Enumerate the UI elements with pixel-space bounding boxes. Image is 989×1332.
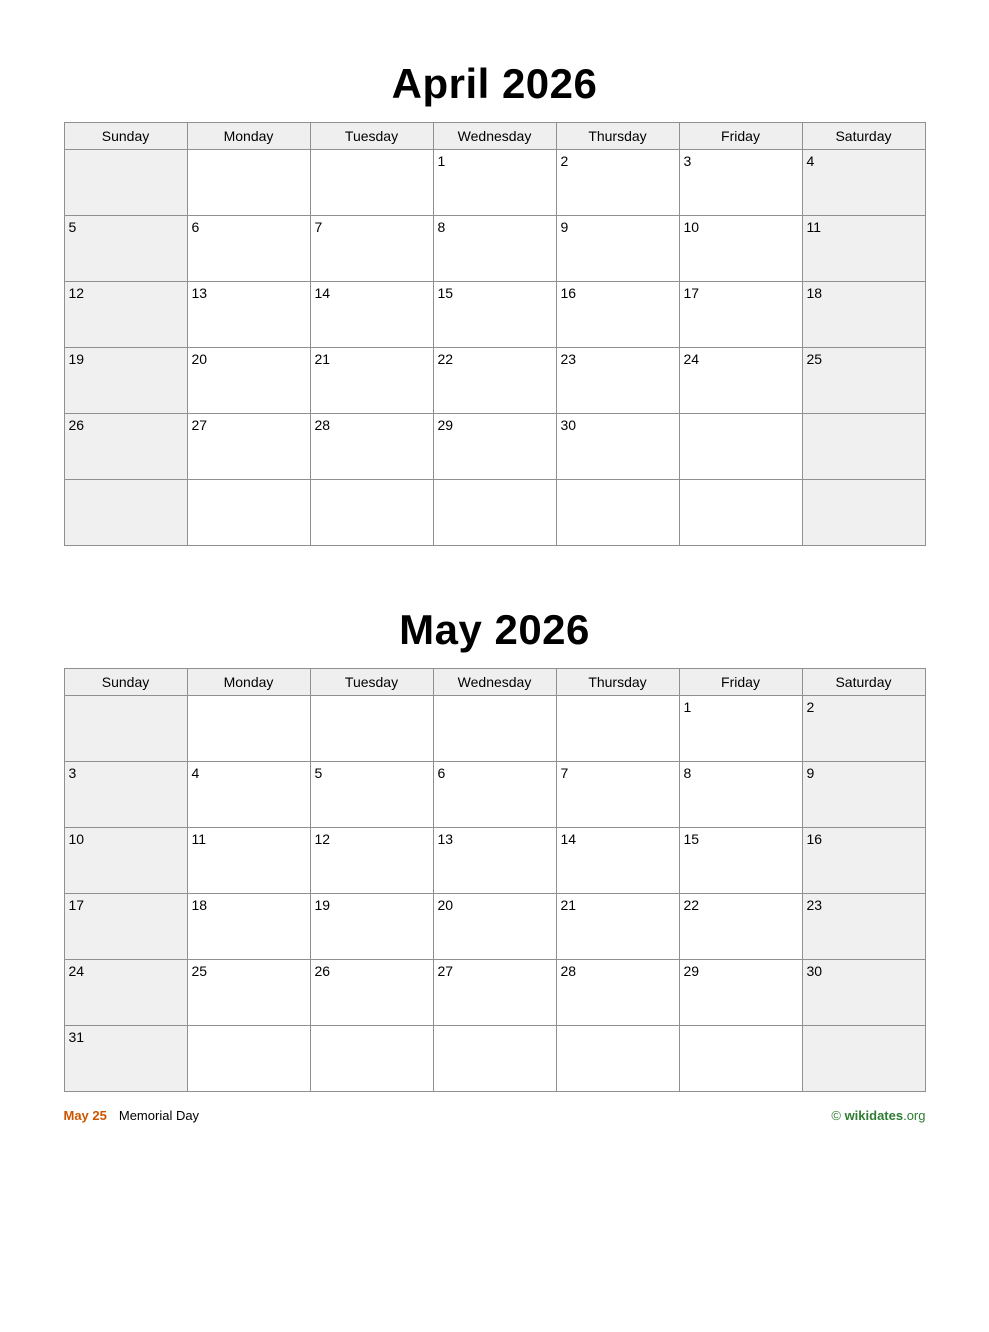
- day-cell[interactable]: 17: [679, 282, 802, 348]
- calendar-week-row: [64, 348, 925, 414]
- day-cell[interactable]: 22: [679, 894, 802, 960]
- calendar-page: [0, 52, 989, 1332]
- day-cell[interactable]: 4: [187, 762, 310, 828]
- calendar-week-row: [64, 414, 925, 480]
- day-cell[interactable]: 27: [433, 960, 556, 1026]
- day-cell[interactable]: [679, 480, 802, 546]
- holiday-legend: [64, 1108, 200, 1123]
- day-cell[interactable]: 14: [556, 828, 679, 894]
- day-cell[interactable]: 4: [802, 150, 925, 216]
- day-cell[interactable]: 6: [433, 762, 556, 828]
- day-cell[interactable]: 31: [64, 1026, 187, 1092]
- day-cell[interactable]: 25: [187, 960, 310, 1026]
- day-cell[interactable]: 23: [802, 894, 925, 960]
- day-cell[interactable]: 30: [802, 960, 925, 1026]
- day-cell[interactable]: [433, 480, 556, 546]
- month-title-may: May 2026: [399, 606, 590, 653]
- day-cell[interactable]: [802, 414, 925, 480]
- day-cell[interactable]: [433, 1026, 556, 1092]
- site-credit[interactable]: [831, 1108, 925, 1123]
- calendar-week-row: [64, 696, 925, 762]
- weekday-header-monday: Monday: [187, 123, 310, 150]
- day-cell[interactable]: [310, 150, 433, 216]
- day-cell[interactable]: 29: [679, 960, 802, 1026]
- day-cell[interactable]: 20: [433, 894, 556, 960]
- weekday-header-monday: Monday: [187, 669, 310, 696]
- day-cell[interactable]: 15: [679, 828, 802, 894]
- weekday-header-saturday: Saturday: [802, 123, 925, 150]
- day-cell[interactable]: [187, 150, 310, 216]
- day-cell[interactable]: 7: [556, 762, 679, 828]
- day-cell[interactable]: [310, 480, 433, 546]
- weekday-header-tuesday: Tuesday: [310, 669, 433, 696]
- day-cell[interactable]: 13: [187, 282, 310, 348]
- day-cell[interactable]: [556, 480, 679, 546]
- day-cell[interactable]: 19: [310, 894, 433, 960]
- day-cell[interactable]: 23: [556, 348, 679, 414]
- month-block-april: [64, 52, 926, 546]
- day-cell[interactable]: 28: [556, 960, 679, 1026]
- day-cell[interactable]: 16: [802, 828, 925, 894]
- day-cell[interactable]: [802, 1026, 925, 1092]
- day-cell[interactable]: 6: [187, 216, 310, 282]
- day-cell[interactable]: [556, 696, 679, 762]
- day-cell[interactable]: [679, 1026, 802, 1092]
- day-cell[interactable]: 17: [64, 894, 187, 960]
- day-cell[interactable]: 16: [556, 282, 679, 348]
- day-cell[interactable]: 3: [64, 762, 187, 828]
- day-cell[interactable]: [310, 1026, 433, 1092]
- day-cell[interactable]: [310, 696, 433, 762]
- weekday-header-row: [64, 123, 925, 150]
- day-cell[interactable]: 19: [64, 348, 187, 414]
- day-cell[interactable]: 13: [433, 828, 556, 894]
- credit-site-tld: .org: [903, 1108, 926, 1123]
- day-cell[interactable]: 24: [679, 348, 802, 414]
- day-cell[interactable]: [679, 414, 802, 480]
- calendar-week-row: [64, 216, 925, 282]
- weekday-header-wednesday: Wednesday: [433, 123, 556, 150]
- calendar-week-row: [64, 282, 925, 348]
- calendar-table-may: [64, 668, 926, 1092]
- month-title-april: April 2026: [391, 60, 598, 107]
- day-cell[interactable]: 8: [679, 762, 802, 828]
- weekday-header-sunday: Sunday: [64, 669, 187, 696]
- day-cell[interactable]: 11: [187, 828, 310, 894]
- day-cell[interactable]: 18: [187, 894, 310, 960]
- day-cell[interactable]: 25: [802, 348, 925, 414]
- footer: [64, 1108, 926, 1123]
- day-cell[interactable]: 24: [64, 960, 187, 1026]
- day-cell[interactable]: 28: [310, 414, 433, 480]
- day-cell[interactable]: 22: [433, 348, 556, 414]
- day-cell[interactable]: 12: [310, 828, 433, 894]
- day-cell[interactable]: [64, 150, 187, 216]
- day-cell[interactable]: 5: [64, 216, 187, 282]
- day-cell[interactable]: [556, 1026, 679, 1092]
- day-cell[interactable]: 29: [433, 414, 556, 480]
- credit-site-name: wikidates: [844, 1108, 904, 1123]
- day-cell[interactable]: 2: [802, 696, 925, 762]
- weekday-header-tuesday: Tuesday: [310, 123, 433, 150]
- calendar-week-row: [64, 150, 925, 216]
- day-cell[interactable]: [64, 696, 187, 762]
- day-cell[interactable]: [433, 696, 556, 762]
- day-cell[interactable]: [802, 480, 925, 546]
- day-cell[interactable]: 10: [64, 828, 187, 894]
- day-cell[interactable]: [187, 696, 310, 762]
- calendar-week-row: [64, 828, 925, 894]
- month-block-may: [64, 598, 926, 1092]
- day-cell[interactable]: 5: [310, 762, 433, 828]
- weekday-header-thursday: Thursday: [556, 669, 679, 696]
- calendar-week-row: [64, 894, 925, 960]
- day-cell[interactable]: 26: [64, 414, 187, 480]
- day-cell[interactable]: 2: [556, 150, 679, 216]
- day-cell[interactable]: [187, 1026, 310, 1092]
- calendar-week-row: [64, 1026, 925, 1092]
- day-cell[interactable]: 30: [556, 414, 679, 480]
- weekday-header-sunday: Sunday: [64, 123, 187, 150]
- day-cell[interactable]: 1: [433, 150, 556, 216]
- day-cell[interactable]: 3: [679, 150, 802, 216]
- day-cell[interactable]: 9: [556, 216, 679, 282]
- weekday-header-saturday: Saturday: [802, 669, 925, 696]
- calendar-week-row: [64, 762, 925, 828]
- day-cell[interactable]: 10: [679, 216, 802, 282]
- day-cell[interactable]: [64, 480, 187, 546]
- day-cell[interactable]: 15: [433, 282, 556, 348]
- weekday-header-friday: Friday: [679, 669, 802, 696]
- day-cell[interactable]: 8: [433, 216, 556, 282]
- weekday-header-thursday: Thursday: [556, 123, 679, 150]
- day-cell[interactable]: 9: [802, 762, 925, 828]
- holiday-date: May 25: [63, 1108, 107, 1123]
- day-cell[interactable]: 1: [679, 696, 802, 762]
- day-cell[interactable]: 21: [310, 348, 433, 414]
- holiday-name: Memorial Day: [118, 1108, 200, 1123]
- day-cell[interactable]: 27: [187, 414, 310, 480]
- weekday-header-wednesday: Wednesday: [433, 669, 556, 696]
- day-cell[interactable]: [187, 480, 310, 546]
- day-cell[interactable]: 18: [802, 282, 925, 348]
- weekday-header-row: [64, 669, 925, 696]
- day-cell[interactable]: 7: [310, 216, 433, 282]
- calendar-table-april: [64, 122, 926, 546]
- day-cell[interactable]: 14: [310, 282, 433, 348]
- day-cell[interactable]: 21: [556, 894, 679, 960]
- calendar-week-row: [64, 960, 925, 1026]
- day-cell[interactable]: 20: [187, 348, 310, 414]
- calendar-week-row: [64, 480, 925, 546]
- copyright-icon: ©: [831, 1108, 841, 1123]
- weekday-header-friday: Friday: [679, 123, 802, 150]
- day-cell[interactable]: 26: [310, 960, 433, 1026]
- day-cell[interactable]: 12: [64, 282, 187, 348]
- day-cell[interactable]: 11: [802, 216, 925, 282]
